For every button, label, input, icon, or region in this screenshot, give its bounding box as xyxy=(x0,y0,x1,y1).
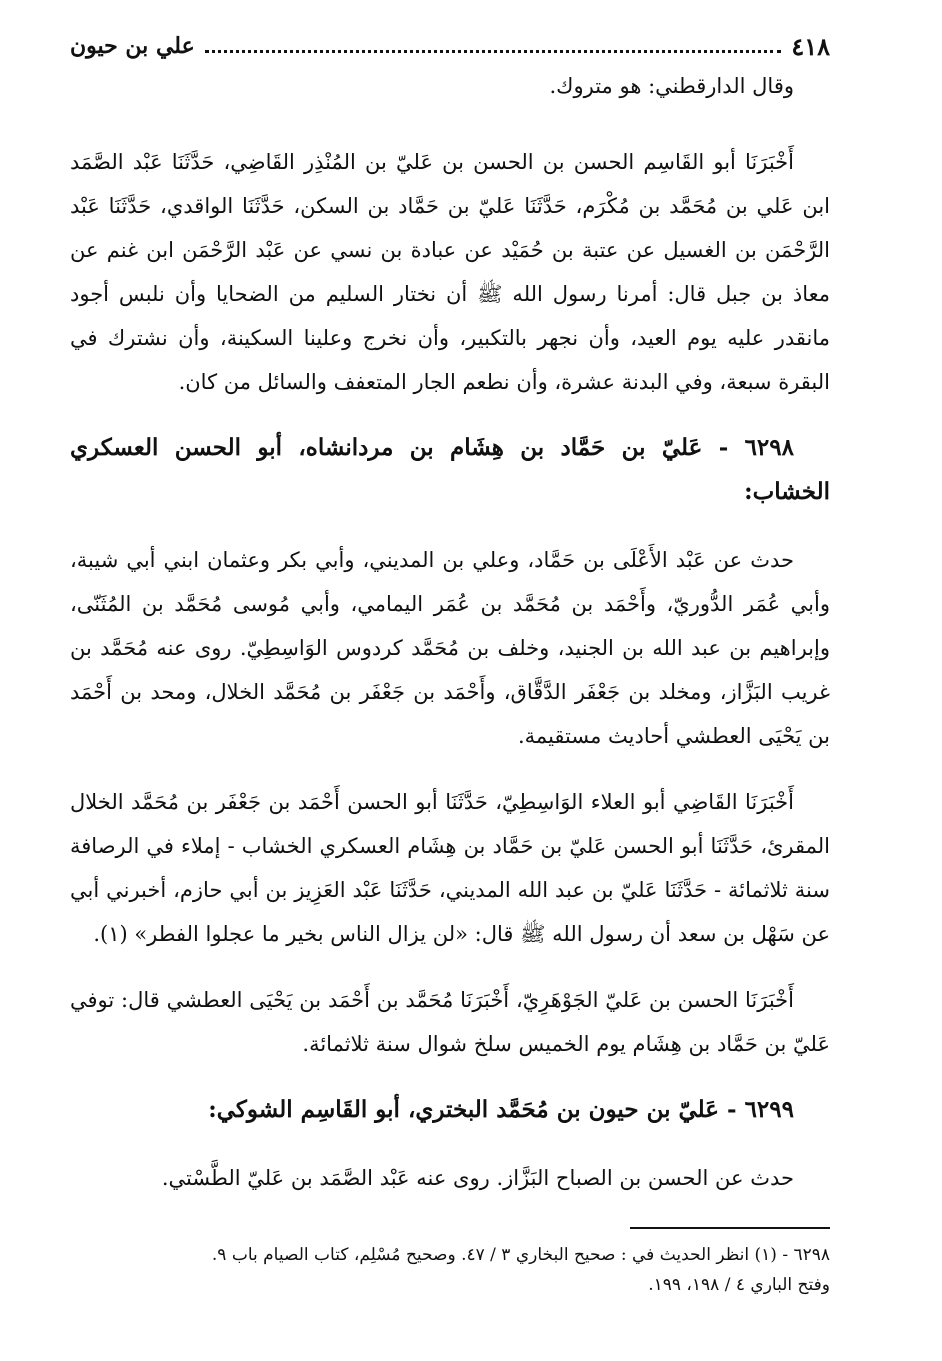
header-leader-dots xyxy=(205,40,782,53)
paragraph-hadith-1: أَخْبَرَنَا أبو القَاسِم الحسن بن الحسن بن عَليّ بن المُنْذِر القَاضِي، حَدَّثَنَا عَبْد الصَّمَد ابن عَلي بن مُحَمَّد بن مُكْرَم، حَدَّثَنَا عَليّ بن حَمَّاد بن السكن، حَدَّثَنَا الواقدي، حَدَّثَنَا عَبْد الرَّحْمَن بن الغسيل عن عتبة بن حُمَيْد عن عبادة بن نسي عن عَبْد الرَّحْمَن ابن غنم عن معاذ بن جبل قال: أمرنا رسول الله ﷺ أن نختار السليم من الضحايا وأن نلبس أجود مانقدر عليه يوم العيد، وأن نجهر بالتكبير، وأن نخرج وعلينا السكينة، وأن نشترك في البقرة سبعة، وفي البدنة عشرة، وأن نطعم الجار المتعفف والسائل من كان. xyxy=(70,150,830,394)
paragraph-hadith-2: أَخْبَرَنَا القَاضِي أبو العلاء الوَاسِطِيّ، حَدَّثَنَا أبو الحسن أَحْمَد بن جَعْفَر بن مُحَمَّد الخلال المقرئ، حَدَّثَنَا أبو الحسن عَليّ بن حَمَّاد بن هِشَام العسكري الخشاب - إملاء في الرصافة سنة ثلاثمائة - حَدَّثَنَا عَليّ بن عبد الله المديني، حَدَّثَنَا عَبْد العَزِيز بن أبي حازم، أخبرني أبي عن سَهْل بن سعد أن رسول الله ﷺ قال: «لن يزال الناس بخير ما عجلوا الفطر» (١). xyxy=(70,790,830,946)
entry-heading-6299: ٦٢٩٩ - عَليّ بن حيون بن مُحَمَّد البختري، أبو القَاسِم الشوكي: xyxy=(208,1096,794,1123)
main-text xyxy=(70,64,830,1222)
footnote-line-2: وفتح الباري ٤ / ١٩٨، ١٩٩. xyxy=(648,1275,830,1295)
paragraph-death-note: أَخْبَرَنَا الحسن بن عَليّ الجَوْهَرِيّ، أَخْبَرَنَا مُحَمَّد بن أَحْمَد بن يَحْيَى العطشي قال: توفي عَليّ بن حَمَّاد بن هِشَام يوم الخميس سلخ شوال سنة ثلاثمائة. xyxy=(70,988,830,1056)
running-title: علي بن حيون xyxy=(70,33,195,59)
footnote-line-1: ٦٢٩٨ - (١) انظر الحديث في : صحيح البخاري ٣ / ٤٧. وصحيح مُسْلِم، كتاب الصيام باب ٩. xyxy=(211,1245,830,1265)
footnotes xyxy=(70,1240,830,1300)
page-number: ٤١٨ xyxy=(791,31,830,61)
footnote-divider xyxy=(630,1227,830,1229)
entry-heading-6298: ٦٢٩٨ - عَليّ بن حَمَّاد بن هِشَام بن مردانشاه، أبو الحسن العسكري الخشاب: xyxy=(70,434,830,505)
paragraph-narrators-6299: حدث عن الحسن بن الصباح البَزَّاز. روى عنه عَبْد الصَّمَد بن عَليّ الطَّسْتي. xyxy=(161,1166,794,1190)
paragraph-daraqutni: وقال الدارقطني: هو متروك. xyxy=(549,74,794,98)
page-header xyxy=(70,26,830,66)
paragraph-narrators-6298: حدث عن عَبْد الأَعْلَى بن حَمَّاد، وعلي بن المديني، وأبي بكر وعثمان ابني أبي شيبة، وأبي عُمَر الدُّوريّ، وأَحْمَد بن مُحَمَّد بن عُمَر اليمامي، وأبي مُوسى مُحَمَّد بن المُثَنّى، وإبراهيم بن عبد الله بن الجنيد، وخلف بن مُحَمَّد كردوس الوَاسِطِيّ. روى عنه مُحَمَّد بن غريب البَزَّاز، ومخلد بن جَعْفَر الدَّقَّاق، وأَحْمَد بن جَعْفَر بن مُحَمَّد الخلال، ومحد بن أَحْمَد بن يَحْيَى العطشي أحاديث مستقيمة. xyxy=(70,548,831,748)
